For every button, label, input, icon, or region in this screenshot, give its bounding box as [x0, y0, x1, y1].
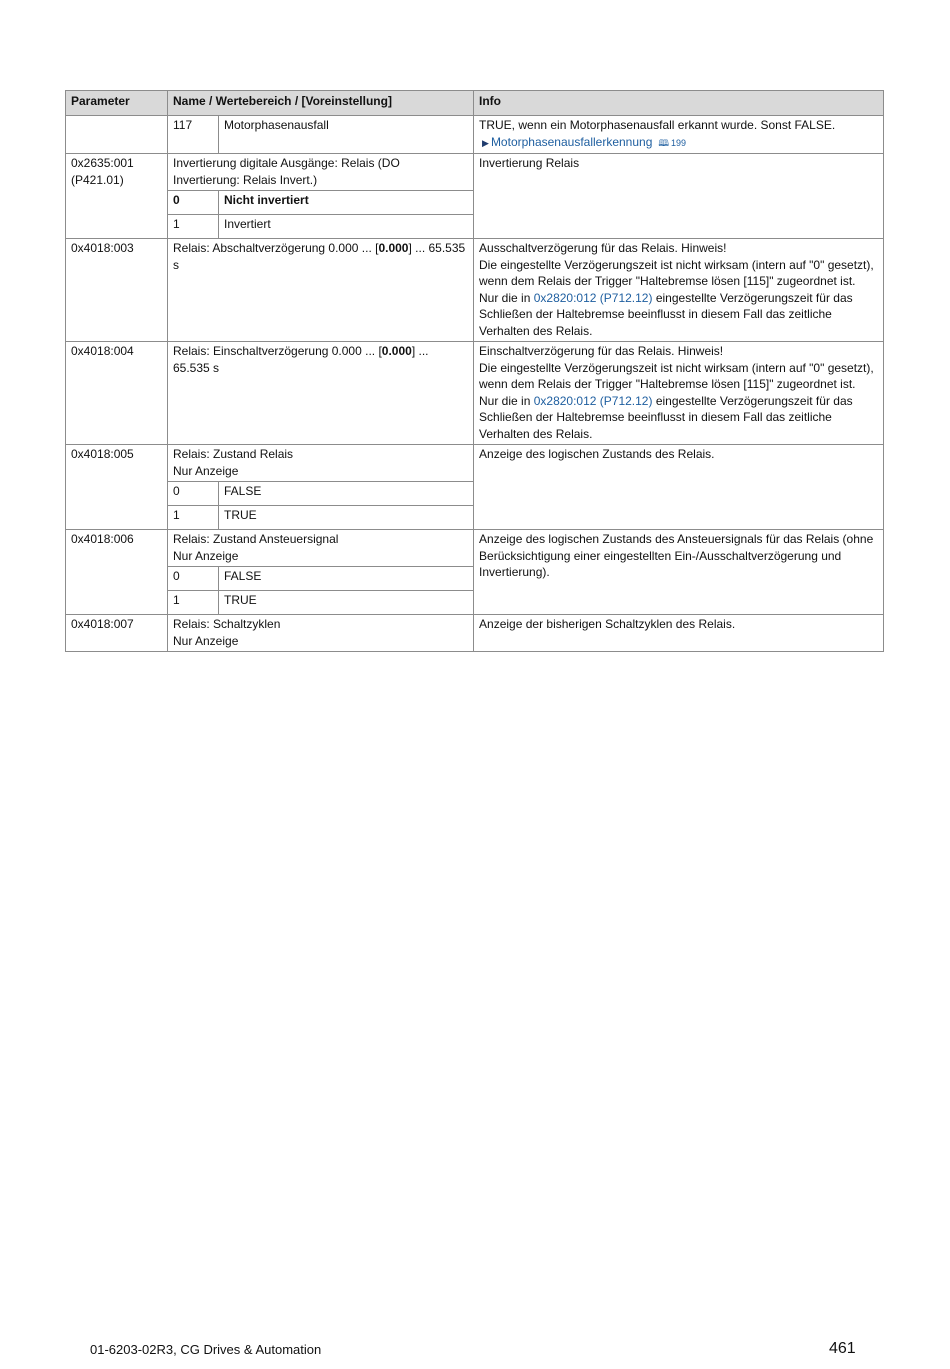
info-cell: Anzeige der bisherigen Schaltzyklen des Relais. — [474, 615, 884, 652]
table-row — [66, 154, 884, 191]
info-cell — [474, 239, 884, 342]
param-id: 0x4018:004 — [66, 342, 168, 445]
option-value: 0 — [168, 482, 219, 506]
option-label: FALSE — [219, 567, 474, 591]
param-name: Relais: Abschaltverzögerung 0.000 ... [0.000] ... 65.535 s — [168, 239, 474, 342]
info-cell: Invertierung Relais — [474, 154, 884, 239]
param-id: 0x4018:006 — [66, 530, 168, 615]
param-note: Nur Anzeige — [173, 548, 239, 563]
info-text: Die eingestellte Verzögerungszeit ist nicht wirksam (intern auf "0" gesetzt), wenn dem Relais der Trigger "Haltebremse lösen [115]" zugeordnet ist. Nur die in 0x2820:012 (P712.12) eingestellte Verzögerungszeit für das Schließen der Haltebremse beeinflusst in diesem Fall das zeitliche Verhalten des Relais. — [479, 360, 874, 441]
param-id: 0x4018:007 — [66, 615, 168, 652]
param-note: Nur Anzeige — [173, 463, 239, 478]
table-row — [66, 239, 884, 342]
option-label: TRUE — [219, 506, 474, 530]
parameter-table — [65, 90, 884, 652]
option-value: 1 — [168, 215, 219, 239]
table-row — [66, 530, 884, 567]
option-value: 0 — [168, 191, 219, 215]
book-icon: 🕮 — [658, 137, 670, 148]
param-cell — [66, 154, 168, 239]
param-name: Relais: Zustand Ansteuersignal Nur Anzeige — [168, 530, 474, 567]
info-heading: Ausschaltverzögerung für das Relais. Hinweis! — [479, 241, 727, 255]
info-text: Die eingestellte Verzögerungszeit ist nicht wirksam (intern auf "0" gesetzt), wenn dem Relais der Trigger "Haltebremse lösen [115]" zugeordnet ist. Nur die in 0x2820:012 (P712.12) eingestellte Verzögerungszeit für das Schließen der Haltebremse beeinflusst in diesem Fall das zeitliche Verhalten des Relais. — [479, 257, 874, 338]
param-name: Relais: Schaltzyklen Nur Anzeige — [168, 615, 474, 652]
info-text: TRUE, wenn ein Motorphasenausfall erkannt wurde. Sonst FALSE. — [479, 118, 836, 132]
link-motorphasenausfallerkennung[interactable]: Motorphasenausfallerkennung — [490, 134, 653, 149]
option-value: 1 — [168, 591, 219, 615]
link-p712-12[interactable]: 0x2820:012 (P712.12) — [533, 290, 653, 305]
header-info: Info — [474, 91, 884, 116]
option-label: Motorphasenausfall — [219, 116, 474, 154]
param-id: 0x4018:005 — [66, 445, 168, 530]
header-name: Name / Wertebereich / [Voreinstellung] — [168, 91, 474, 116]
info-cell: Anzeige des logischen Zustands des Relais. — [474, 445, 884, 530]
table-row — [66, 342, 884, 445]
cross-reference[interactable] — [479, 134, 878, 152]
option-label: TRUE — [219, 591, 474, 615]
param-name: Relais: Zustand Relais Nur Anzeige — [168, 445, 474, 482]
option-label: FALSE — [219, 482, 474, 506]
info-heading: Einschaltverzögerung für das Relais. Hinweis! — [479, 344, 724, 358]
option-label-default: Nicht invertiert — [219, 191, 474, 215]
option-value: 1 — [168, 506, 219, 530]
option-label: Invertiert — [219, 215, 474, 239]
triangle-arrow-icon: ▶ — [482, 137, 489, 148]
page-number: 461 — [829, 1340, 856, 1357]
link-p712-12[interactable]: 0x2820:012 (P712.12) — [533, 393, 653, 408]
param-id: 0x4018:003 — [66, 239, 168, 342]
header-parameter: Parameter — [66, 91, 168, 116]
info-cell — [474, 116, 884, 154]
table-header-row — [66, 91, 884, 116]
default-value: 0.000 — [381, 344, 412, 358]
page-ref[interactable]: 199 — [671, 137, 687, 148]
param-name: Invertierung digitale Ausgänge: Relais (DO Invertierung: Relais Invert.) — [168, 154, 474, 191]
param-note: Nur Anzeige — [173, 633, 239, 648]
param-id: 0x2635:001 — [71, 156, 134, 170]
info-cell: Anzeige des logischen Zustands des Ansteuersignals für das Relais (ohne Berücksichtigung einer eingestellten Ein-/Ausschaltverzögerung und Invertierung). — [474, 530, 884, 615]
table-row — [66, 116, 884, 154]
option-value: 0 — [168, 567, 219, 591]
footer-doc-id: 01-6203-02R3, CG Drives & Automation — [90, 1342, 322, 1357]
param-cell-empty — [66, 116, 168, 154]
info-cell — [474, 342, 884, 445]
table-row — [66, 615, 884, 652]
table-row — [66, 445, 884, 482]
option-value: 117 — [168, 116, 219, 154]
param-alias: (P421.01) — [71, 172, 124, 187]
default-value: 0.000 — [378, 241, 409, 255]
param-name: Relais: Einschaltverzögerung 0.000 ... [0.000] ... 65.535 s — [168, 342, 474, 445]
